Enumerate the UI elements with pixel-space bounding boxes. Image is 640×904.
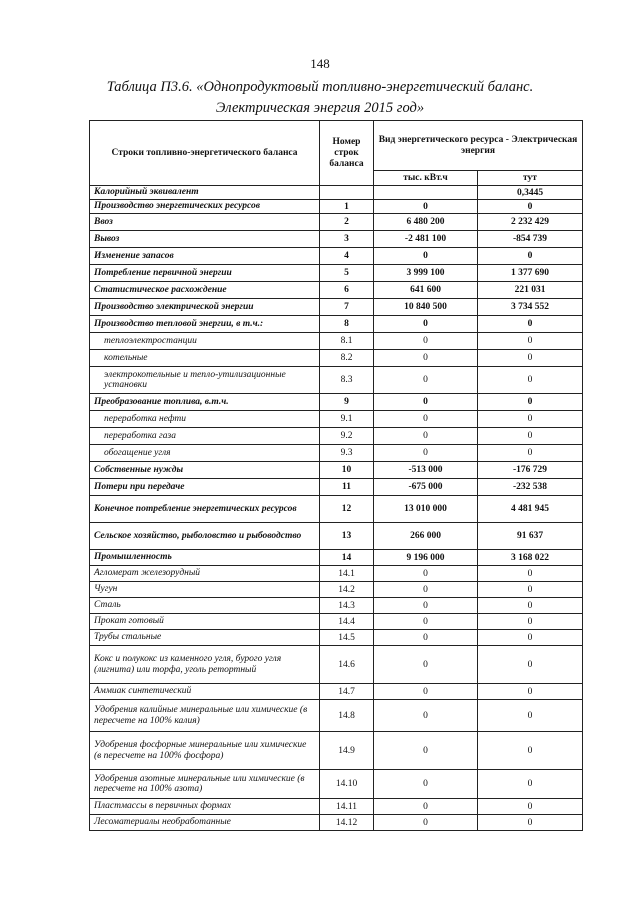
table-row (90, 214, 583, 231)
row-tut-value-cell: 91 637 (478, 523, 583, 550)
row-number-cell: 9.2 (320, 428, 374, 445)
row-tut-value-cell: 0 (478, 350, 583, 367)
row-name-cell: Удобрения калийные минеральные или химические (в пересчете на 100% калия) (90, 700, 320, 732)
row-number-cell: 1 (320, 200, 374, 214)
row-number-cell: 14.10 (320, 770, 374, 799)
table-row (90, 299, 583, 316)
row-number-cell: 14.1 (320, 566, 374, 582)
row-number-cell: 9 (320, 394, 374, 411)
row-name-cell: Пластмассы в первичных формах (90, 799, 320, 815)
row-number-cell: 12 (320, 496, 374, 523)
row-tut-value-cell: 0 (478, 684, 583, 700)
row-tut-value-cell: 3 734 552 (478, 299, 583, 316)
row-number-cell: 5 (320, 265, 374, 282)
table-row (90, 411, 583, 428)
row-tut-value-cell: 0 (478, 815, 583, 831)
row-kwh-value-cell: 0 (374, 367, 478, 394)
row-kwh-value-cell: 10 840 500 (374, 299, 478, 316)
row-name-cell: Трубы стальные (90, 630, 320, 646)
table-row (90, 598, 583, 614)
row-name-cell: Сельское хозяйство, рыболовство и рыбоводство (90, 523, 320, 550)
row-name-cell: Чугун (90, 582, 320, 598)
row-name-cell: Изменение запасов (90, 248, 320, 265)
row-name-cell: Производство электрической энергии (90, 299, 320, 316)
row-kwh-value-cell: -675 000 (374, 479, 478, 496)
row-number-cell: 3 (320, 231, 374, 248)
table-row (90, 614, 583, 630)
row-name-cell: Производство тепловой энергии, в т.ч.: (90, 316, 320, 333)
table-row (90, 566, 583, 582)
row-number-cell: 10 (320, 462, 374, 479)
header-unit-tut: тут (478, 171, 583, 186)
row-number-cell: 2 (320, 214, 374, 231)
row-kwh-value-cell: 266 000 (374, 523, 478, 550)
row-name-cell: Кокс и полукокс из каменного угля, бурого угля (лигнита) или торфа, уголь ретортный (90, 646, 320, 684)
table-row (90, 770, 583, 799)
table-row (90, 350, 583, 367)
row-number-cell: 14.9 (320, 732, 374, 770)
table-row (90, 700, 583, 732)
row-number-cell: 14.8 (320, 700, 374, 732)
row-number-cell: 14.7 (320, 684, 374, 700)
table-row (90, 282, 583, 299)
row-name-cell: Удобрения фосфорные минеральные или химические (в пересчете на 100% фосфора) (90, 732, 320, 770)
row-name-cell: Прокат готовый (90, 614, 320, 630)
table-row (90, 186, 583, 200)
table-row (90, 646, 583, 684)
table-row (90, 428, 583, 445)
row-kwh-value-cell: 0 (374, 394, 478, 411)
row-tut-value-cell: 4 481 945 (478, 496, 583, 523)
row-number-cell: 14.2 (320, 582, 374, 598)
row-kwh-value-cell: 0 (374, 248, 478, 265)
row-name-cell: Конечное потребление энергетических ресурсов (90, 496, 320, 523)
row-tut-value-cell: -232 538 (478, 479, 583, 496)
table-row (90, 333, 583, 350)
row-kwh-value-cell: 0 (374, 700, 478, 732)
table-caption (0, 77, 640, 119)
row-name-cell: Потребление первичной энергии (90, 265, 320, 282)
header-resource-group: Вид энергетического ресурса - Электрическая энергия (374, 121, 583, 171)
row-kwh-value-cell: 0 (374, 630, 478, 646)
table-row (90, 523, 583, 550)
table-row (90, 630, 583, 646)
table-row (90, 496, 583, 523)
table-row (90, 445, 583, 462)
table-row (90, 394, 583, 411)
table-row (90, 582, 583, 598)
row-kwh-value-cell: 641 600 (374, 282, 478, 299)
row-tut-value-cell: 3 168 022 (478, 550, 583, 566)
row-name-cell: Преобразование топлива, в.т.ч. (90, 394, 320, 411)
row-tut-value-cell: 0 (478, 411, 583, 428)
row-name-cell: Статистическое расхождение (90, 282, 320, 299)
table-row (90, 799, 583, 815)
row-kwh-value-cell: 0 (374, 799, 478, 815)
table-row (90, 367, 583, 394)
row-name-cell: Собственные нужды (90, 462, 320, 479)
row-kwh-value-cell: 0 (374, 646, 478, 684)
row-tut-value-cell: 0 (478, 566, 583, 582)
row-name-cell: переработка нефти (90, 411, 320, 428)
row-kwh-value-cell: 0 (374, 411, 478, 428)
row-tut-value-cell: 0 (478, 770, 583, 799)
row-kwh-value-cell: -2 481 100 (374, 231, 478, 248)
row-kwh-value-cell: -513 000 (374, 462, 478, 479)
row-number-cell: 14.3 (320, 598, 374, 614)
table-row (90, 462, 583, 479)
row-name-cell: котельные (90, 350, 320, 367)
row-tut-value-cell: 0 (478, 445, 583, 462)
row-name-cell: обогащение угля (90, 445, 320, 462)
row-name-cell: теплоэлектростанции (90, 333, 320, 350)
row-number-cell: 9.1 (320, 411, 374, 428)
row-tut-value-cell: 0 (478, 316, 583, 333)
row-kwh-value-cell: 0 (374, 770, 478, 799)
row-kwh-value-cell: 0 (374, 316, 478, 333)
row-kwh-value-cell (374, 186, 478, 200)
row-tut-value-cell: 0 (478, 614, 583, 630)
row-tut-value-cell: -176 729 (478, 462, 583, 479)
row-number-cell: 6 (320, 282, 374, 299)
row-tut-value-cell: 221 031 (478, 282, 583, 299)
row-number-cell: 13 (320, 523, 374, 550)
row-number-cell: 11 (320, 479, 374, 496)
row-tut-value-cell: 1 377 690 (478, 265, 583, 282)
row-tut-value-cell: 0 (478, 248, 583, 265)
row-name-cell: Сталь (90, 598, 320, 614)
row-number-cell: 7 (320, 299, 374, 316)
row-kwh-value-cell: 13 010 000 (374, 496, 478, 523)
table-row (90, 732, 583, 770)
row-name-cell: Калорийный эквивалент (90, 186, 320, 200)
header-unit-kwh: тыс. кВт.ч (374, 171, 478, 186)
row-kwh-value-cell: 0 (374, 200, 478, 214)
row-kwh-value-cell: 0 (374, 684, 478, 700)
energy-balance-table (89, 120, 583, 831)
row-kwh-value-cell: 0 (374, 350, 478, 367)
row-kwh-value-cell: 0 (374, 732, 478, 770)
row-number-cell (320, 186, 374, 200)
row-tut-value-cell: -854 739 (478, 231, 583, 248)
table-row (90, 231, 583, 248)
table-row (90, 265, 583, 282)
row-name-cell: Удобрения азотные минеральные или химические (в пересчете на 100% азота) (90, 770, 320, 799)
row-tut-value-cell: 0 (478, 598, 583, 614)
row-number-cell: 4 (320, 248, 374, 265)
table-row (90, 815, 583, 831)
row-name-cell: Вывоз (90, 231, 320, 248)
row-tut-value-cell: 0 (478, 732, 583, 770)
caption-line-2: Электрическая энергия 2015 год» (215, 100, 425, 116)
row-kwh-value-cell: 0 (374, 815, 478, 831)
row-kwh-value-cell: 0 (374, 582, 478, 598)
row-name-cell: Агломерат железорудный (90, 566, 320, 582)
row-kwh-value-cell: 0 (374, 445, 478, 462)
row-number-cell: 9.3 (320, 445, 374, 462)
header-number-column: Номер строк баланса (320, 121, 374, 186)
page-number: 148 (310, 56, 330, 71)
row-name-cell: Аммиак синтетический (90, 684, 320, 700)
row-tut-value-cell: 0 (478, 799, 583, 815)
row-number-cell: 8 (320, 316, 374, 333)
row-tut-value-cell: 0 (478, 428, 583, 445)
row-number-cell: 14 (320, 550, 374, 566)
row-tut-value-cell: 2 232 429 (478, 214, 583, 231)
row-kwh-value-cell: 6 480 200 (374, 214, 478, 231)
row-number-cell: 14.6 (320, 646, 374, 684)
row-tut-value-cell: 0 (478, 630, 583, 646)
row-number-cell: 8.3 (320, 367, 374, 394)
table-row (90, 550, 583, 566)
row-kwh-value-cell: 0 (374, 614, 478, 630)
caption-line-1: Таблица П3.6. «Однопродуктовый топливно-энергетический баланс. (106, 79, 534, 95)
row-tut-value-cell: 0 (478, 200, 583, 214)
row-name-cell: электрокотельные и тепло-утилизационные установки (90, 367, 320, 394)
row-number-cell: 14.4 (320, 614, 374, 630)
row-number-cell: 14.11 (320, 799, 374, 815)
row-kwh-value-cell: 0 (374, 598, 478, 614)
row-name-cell: Промышленность (90, 550, 320, 566)
row-tut-value-cell: 0 (478, 394, 583, 411)
table-row (90, 479, 583, 496)
row-kwh-value-cell: 3 999 100 (374, 265, 478, 282)
header-rows-column: Строки топливно-энергетического баланса (90, 121, 320, 186)
table-row (90, 684, 583, 700)
row-tut-value-cell: 0 (478, 333, 583, 350)
table-row (90, 248, 583, 265)
row-kwh-value-cell: 0 (374, 333, 478, 350)
row-number-cell: 14.5 (320, 630, 374, 646)
row-number-cell: 14.12 (320, 815, 374, 831)
table-body (90, 186, 583, 831)
row-number-cell: 8.2 (320, 350, 374, 367)
row-kwh-value-cell: 0 (374, 428, 478, 445)
row-name-cell: Ввоз (90, 214, 320, 231)
row-tut-value-cell: 0 (478, 700, 583, 732)
row-number-cell: 8.1 (320, 333, 374, 350)
row-tut-value-cell: 0 (478, 367, 583, 394)
row-kwh-value-cell: 0 (374, 566, 478, 582)
row-name-cell: Потери при передаче (90, 479, 320, 496)
row-name-cell: переработка газа (90, 428, 320, 445)
table-row (90, 200, 583, 214)
row-name-cell: Производство энергетических ресурсов (90, 200, 320, 214)
row-tut-value-cell: 0 (478, 646, 583, 684)
table-row (90, 316, 583, 333)
row-tut-value-cell: 0 (478, 582, 583, 598)
row-name-cell: Лесоматериалы необработанные (90, 815, 320, 831)
row-tut-value-cell: 0,3445 (478, 186, 583, 200)
row-kwh-value-cell: 9 196 000 (374, 550, 478, 566)
